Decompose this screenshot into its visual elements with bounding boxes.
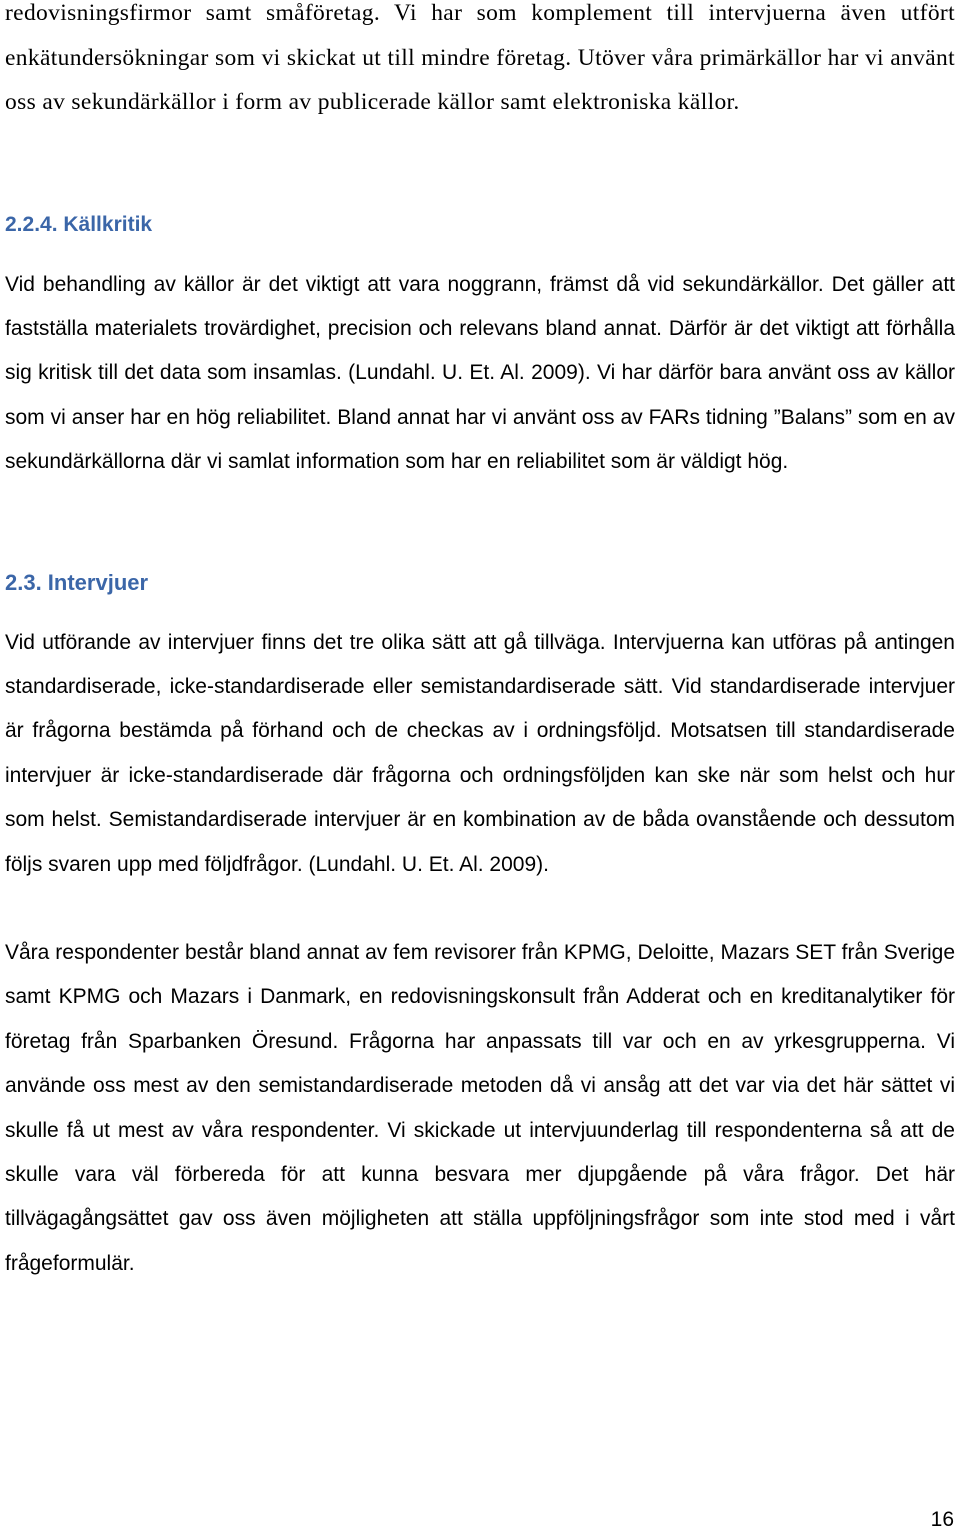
intro-paragraph: redovisningsfirmor samt småföretag. Vi har som komplement till intervjuerna även utfört enkätundersökningar som vi skickat ut till mindre företag. Utöver våra primärkällor har vi använt oss av sekundärkällor i form av publicerade källor samt elektroniska källor.: [5, 0, 955, 115]
kallkritik-paragraph: Vid behandling av källor är det viktigt att vara noggrann, främst då vid sekundärkällor. Det gäller att fastställa materialets trovärdighet, precision och relevans bland annat. Därför är det viktigt att förhålla sig kritisk till det data som insamlas. (Lundahl. U. Et. Al. 2009). Vi har därför bara använt oss av källor som vi anser har en hög reliabilitet. Bland annat har vi använt oss av FARs tidning ”Balans” som en av sekundärkällorna där vi samlat information som har en reliabilitet som är väldigt hög.: [5, 272, 955, 474]
intervjuer-paragraph-2: Våra respondenter består bland annat av fem revisorer från KPMG, Deloitte, Mazars SET från Sverige samt KPMG och Mazars i Danmark, en redovisningskonsult från Adderat och en kreditanalytiker för företag från Sparbanken Öresund. Frågorna har anpassats till var och en av yrkesgrupperna. Vi använde oss mest av den semistandardiserade metoden då vi ansåg att det var via det här sättet vi skulle få ut mest av våra respondenter. Vi skickade ut intervjuunderlag till respondenterna så att de skulle vara väl förbereda för att kunna besvara mer djupgående på våra frågor. Det här tillvägagångsättet gav oss även möjligheten att ställa uppföljningsfrågor som inte stod med i vårt frågeformulär.: [5, 940, 955, 1275]
intervjuer-paragraph-1: Vid utförande av intervjuer finns det tre olika sätt att gå tillväga. Intervjuerna kan utföras på antingen standardiserade, icke-standardiserade eller semistandardiserade sätt. Vid standardiserade intervjuer är frågorna bestämda på förhand och de checkas av i ordningsföljd. Motsatsen till standardiserade intervjuer är icke-standardiserade där frågorna och ordningsföljden kan ske när som helst och hur som helst. Semistandardiserade intervjuer är en kombination av de båda ovanstående och dessutom följs svaren upp med följdfrågor. (Lundahl. U. Et. Al. 2009).: [5, 630, 955, 876]
section-heading-kallkritik: 2.2.4. Källkritik: [5, 212, 153, 236]
page-number: 16: [930, 1508, 954, 1531]
section-heading-intervjuer: 2.3. Intervjuer: [5, 569, 149, 595]
document-page: [5, 0, 955, 1286]
